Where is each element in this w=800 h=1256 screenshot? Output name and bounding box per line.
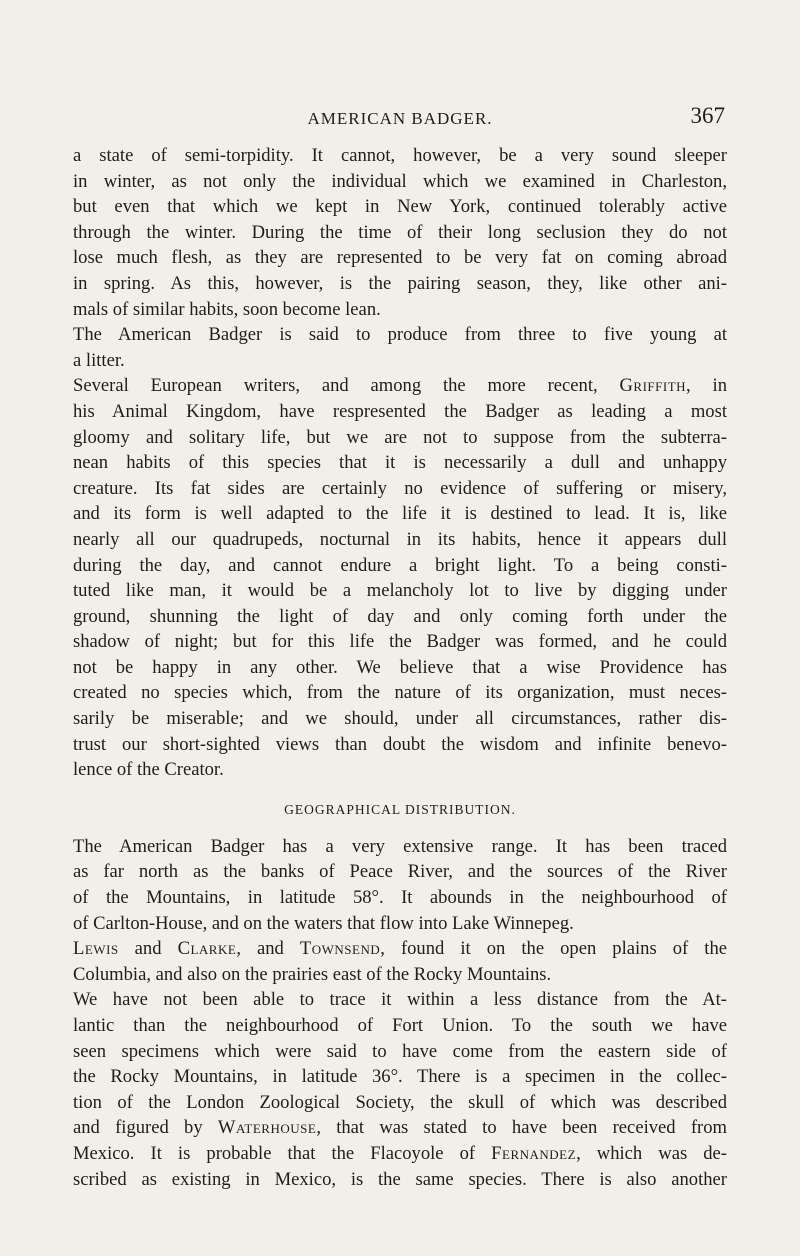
text-line: a litter.	[73, 349, 125, 371]
text-line: his Animal Kingdom, have respresented the Badger as leading a most	[73, 400, 727, 422]
text-line: of the Mountains, in latitude 58°. It abounds in the neighbourhood of	[73, 887, 727, 909]
text-line: but even that which we kept in New York, continued tolerably active	[73, 196, 727, 218]
text-line: The American Badger is said to produce from three to five young at	[73, 324, 727, 346]
text-line: gloomy and solitary life, but we are not to suppose from the subterra-	[73, 426, 727, 448]
text-line: a state of semi-torpidity. It cannot, however, be a very sound sleeper	[73, 145, 727, 166]
text-line: through the winter. During the time of their long seclusion they do not	[73, 221, 727, 243]
text-line: Columbia, and also on the prairies east of the Rocky Mountains.	[73, 963, 552, 985]
page-number: 367	[690, 103, 725, 128]
running-head: AMERICAN BADGER.	[307, 109, 493, 128]
text-line: mals of similar habits, soon become lean.	[73, 298, 381, 320]
text-run: , in	[686, 375, 727, 397]
text-line	[73, 373, 727, 399]
author-name: Fernandez	[491, 1142, 577, 1164]
text-line: scribed as existing in Mexico, is the same species. There is also another	[73, 1168, 727, 1190]
text-line: lose much flesh, as they are represented to be very fat on coming abroad	[73, 247, 727, 269]
text-line: The American Badger has a very extensive range. It has been traced	[73, 835, 727, 857]
text-line: the Rocky Mountains, in latitude 36°. There is a specimen in the collec-	[73, 1066, 727, 1088]
text-line: seen specimens which were said to have come from the eastern side of	[73, 1040, 727, 1062]
text-line: lence of the Creator.	[73, 759, 224, 781]
text-line	[73, 1141, 727, 1167]
text-line: ground, shunning the light of day and only coming forth under the	[73, 605, 727, 627]
text-line: not be happy in any other. We believe that a wise Providence has	[73, 656, 727, 678]
text-run: and figured by	[73, 1117, 218, 1139]
text-line: of Carlton-House, and on the waters that flow into Lake Winnepeg.	[73, 912, 574, 934]
author-name: Townsend	[299, 938, 381, 960]
text-run: and	[118, 938, 178, 960]
text-line: We have not been able to trace it within a less distance from the At-	[73, 989, 727, 1011]
text-line: tuted like man, it would be a melancholy lot to live by digging under	[73, 580, 727, 602]
text-line: during the day, and cannot endure a bright light. To a being consti-	[73, 554, 727, 576]
text-line: shadow of night; but for this life the Badger was formed, and he could	[73, 631, 727, 653]
text-line: and its form is well adapted to the life it is destined to lead. It is, like	[73, 503, 727, 525]
author-name: Clarke	[177, 938, 237, 960]
text-run: Mexico. It is probable that the Flacoyole of	[73, 1142, 492, 1164]
text-line: sarily be miserable; and we should, under all circumstances, rather dis-	[73, 708, 727, 730]
text-run: , and	[236, 938, 300, 960]
text-line	[73, 1115, 727, 1141]
text-run: Several European writers, and among the more recent,	[73, 375, 620, 397]
text-line: lantic than the neighbourhood of Fort Union. To the south we have	[73, 1015, 727, 1036]
section-heading: GEOGRAPHICAL DISTRIBUTION.	[284, 801, 516, 817]
page-header	[0, 103, 800, 133]
author-name: Lewis	[73, 938, 119, 960]
text-line: in spring. As this, however, is the pairing season, they, like other ani-	[73, 272, 727, 294]
text-line: nearly all our quadrupeds, nocturnal in its habits, hence it appears dull	[73, 528, 727, 550]
text-line: nean habits of this species that it is necessarily a dull and unhappy	[73, 452, 727, 474]
text-line: in winter, as not only the individual which we examined in Charleston,	[73, 170, 727, 192]
text-line: trust our short-sighted views than doubt the wisdom and infinite benevo-	[73, 733, 727, 755]
author-name: Griffith	[619, 375, 687, 397]
text-line	[73, 936, 727, 962]
text-run: , that was stated to have been received from	[316, 1117, 727, 1139]
text-line: tion of the London Zoological Society, the skull of which was described	[73, 1091, 727, 1113]
text-run: , which was de-	[576, 1142, 727, 1164]
author-name: Waterhouse	[217, 1117, 317, 1139]
text-line: creature. Its fat sides are certainly no evidence of suffering or misery,	[73, 477, 727, 499]
body-text	[73, 143, 727, 1192]
text-run: , found it on the open plains of the	[380, 938, 727, 960]
text-line: as far north as the banks of Peace River, and the sources of the River	[73, 861, 727, 883]
text-line: created no species which, from the nature of its organization, must neces-	[73, 682, 727, 704]
